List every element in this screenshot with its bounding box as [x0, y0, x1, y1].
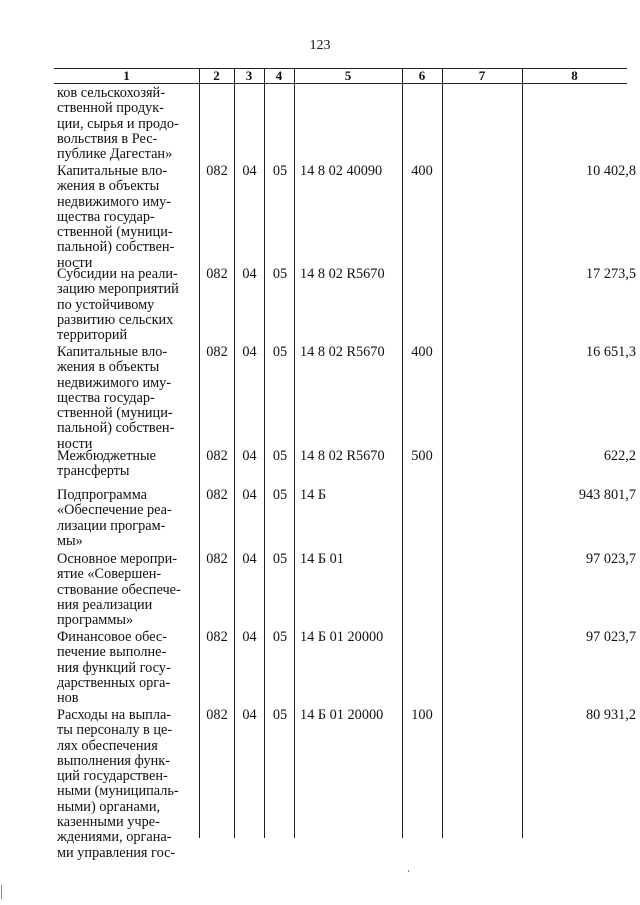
- row-csr: 14 8 02 R5670: [300, 266, 385, 282]
- row-sum: 97 023,7: [585, 629, 636, 645]
- row-ved: 082: [206, 707, 228, 723]
- header-col-4: 4: [275, 68, 283, 83]
- row-csr: 14 Б: [300, 487, 327, 503]
- column-divider: [522, 68, 523, 838]
- row-sum: 17 273,5: [585, 266, 636, 282]
- row-name: Субсидии на реали- зацию мероприятий по устойчивому развитию сельских территорий: [57, 266, 179, 344]
- row-rz: 04: [242, 448, 257, 464]
- row-pr: 05: [272, 551, 288, 567]
- row-name: Финансовое обес- печение выполне- ния функций госу- дарственных орга- нов: [57, 629, 171, 707]
- column-divider: [442, 68, 443, 838]
- row-sum: 80 931,2: [585, 707, 636, 723]
- row-vr: 400: [411, 344, 433, 360]
- row-pr: 05: [272, 487, 288, 503]
- row-csr: 14 Б 01 20000: [300, 629, 384, 645]
- column-divider: [264, 68, 265, 838]
- row-ved: 082: [206, 629, 228, 645]
- row-ved: 082: [206, 551, 228, 567]
- row-rz: 04: [242, 344, 257, 360]
- row-name: Основное меропри- ятие «Совершен- ствование обеспече- ния реализации программы»: [57, 551, 181, 629]
- row-csr: 14 8 02 R5670: [300, 344, 385, 360]
- row-ved: 082: [206, 487, 228, 503]
- row-ved: 082: [206, 163, 228, 179]
- row-sum: 10 402,8: [585, 163, 636, 179]
- row-pr: 05: [272, 163, 288, 179]
- row-pr: 05: [272, 266, 288, 282]
- row-rz: 04: [242, 163, 257, 179]
- row-csr: 14 Б 01: [300, 551, 344, 567]
- row-rz: 04: [242, 551, 257, 567]
- row-vr: 400: [411, 163, 433, 179]
- row-sum: 16 651,3: [585, 344, 636, 360]
- row-name: Подпрограмма «Обеспечение реа- лизации програм- мы»: [57, 487, 172, 549]
- column-divider: [199, 68, 200, 838]
- header-col-7: 7: [478, 68, 486, 83]
- row-vr: 500: [411, 448, 433, 464]
- row-csr: 14 8 02 40090: [300, 163, 383, 179]
- row-csr: 14 8 02 R5670: [300, 448, 385, 464]
- row-ved: 082: [206, 344, 228, 360]
- scan-artifact: [408, 870, 409, 872]
- row-ved: 082: [206, 266, 228, 282]
- page-number: 123: [309, 38, 331, 53]
- row-rz: 04: [242, 487, 257, 503]
- scan-artifact: [1, 885, 2, 899]
- header-col-8: 8: [571, 68, 578, 83]
- row-pr: 05: [272, 707, 288, 723]
- row-rz: 04: [242, 707, 257, 723]
- header-col-3: 3: [245, 68, 253, 83]
- header-bottom-border: [54, 83, 627, 84]
- row-sum: 97 023,7: [585, 551, 636, 567]
- row-name: ков сельскохозяй- ственной продук- ции, сырья и продо- вольствия в Рес- публике Дагестан»: [57, 85, 179, 163]
- row-sum: 622,2: [603, 448, 636, 464]
- row-name: Капитальные вло- жения в объекты недвижимого иму- щества государ- ственной (муници- пальной) собствен- ности: [57, 163, 175, 271]
- row-rz: 04: [242, 629, 257, 645]
- budget-table: [54, 68, 636, 861]
- header-col-2: 2: [213, 68, 220, 83]
- row-vr: 100: [411, 707, 433, 723]
- row-name: Расходы на выпла- ты персоналу в це- лях обеспечения выполнения функ- ций государствен- ными (муниципаль- ными) органами, казенными учре- ждениями, органа- ми управления гос-: [57, 707, 179, 861]
- column-divider: [294, 68, 295, 838]
- header-col-5: 5: [344, 68, 352, 83]
- row-csr: 14 Б 01 20000: [300, 707, 384, 723]
- row-name: Межбюджетные трансферты: [57, 448, 156, 480]
- row-name: Капитальные вло- жения в объекты недвижимого иму- щества государ- ственной (муници- пальной) собствен- ности: [57, 344, 175, 452]
- header-col-6: 6: [418, 68, 426, 83]
- row-rz: 04: [242, 266, 257, 282]
- header-col-1: 1: [123, 68, 130, 83]
- row-pr: 05: [272, 344, 288, 360]
- row-pr: 05: [272, 629, 288, 645]
- row-pr: 05: [272, 448, 288, 464]
- row-ved: 082: [206, 448, 228, 464]
- row-sum: 943 801,7: [578, 487, 636, 503]
